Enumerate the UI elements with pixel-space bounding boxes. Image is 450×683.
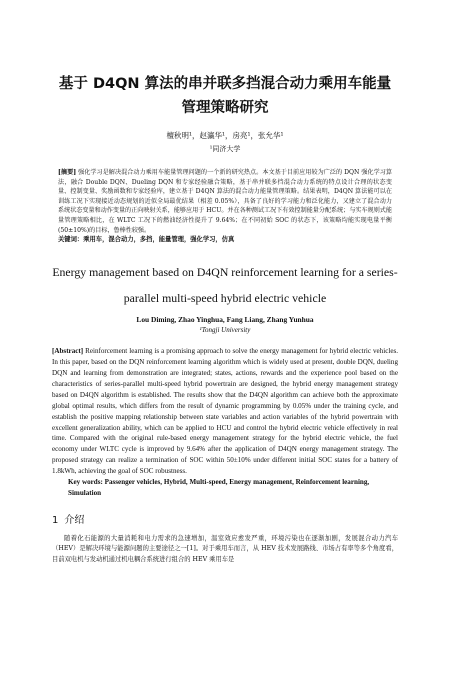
english-title: Energy management based on D4QN reinforcement learning for a series-parallel multi-speed hybrid electric vehicle	[52, 265, 398, 306]
english-keywords: Key words: Passenger vehicles, Hybrid, Multi-speed, Energy management, Reinforcement learning, Simulation	[68, 478, 370, 497]
section-title: 介绍	[64, 514, 85, 526]
english-authors: Lou Diming, Zhao Yinghua, Fang Liang, Zhang Yunhua	[136, 315, 314, 325]
section-heading	[52, 511, 398, 526]
section-number: 1	[52, 514, 59, 526]
chinese-keywords: 关键词：乘用车，混合动力，多挡，能量管理，强化学习，仿真	[58, 236, 235, 244]
english-abstract-text: Reinforcement learning is a promising approach to solve the energy management for hybrid electric vehicles. In this paper, based on the DQN reinforcement learning algorithm which is widely used at present, double DQN, dueling DQN and learning from demonstration are integrated; states, actions, rewards and the experience pool based on the characteristics of series-parallel multi-speed hybrid powertrain are designed, the hybrid energy management strategy based on D4QN algorithm is established. The results show that the D4QN algorithm can achieve both the approximate global optimal results, which differs from the result of dynamic programming by 0.05% under the training cycle, and establish the positive mapping relationship between state variables and action variables of the hybrid powertrain with excellent generalization ability, which can be applied to HCU and control the hybrid electric vehicle effectively in real time. Compared with the original rule-based energy management strategy for the hybrid electric vehicle, the fuel economy under WLTC cycle is improved by 9.64% after the application of D4QN energy management strategy. The proposed strategy can realize a termination of SOC within 50±10% under different initial SOC states for a battery of 1.8kWh, achieving the goal of SOC robustness.	[52, 347, 398, 476]
chinese-abstract-text: 强化学习是解决混合动力乘用车能量管理问题的一个新的研究热点。本文基于目前应用较为广泛的 DQN 强化学习算法，融合 Double DQN、Dueling DQN 和专家经验融合策略，基于串并联多挡混合动力系统的特点设计合理的状态变量、控制变量、奖励函数和专家经验库，建立基于 D4QN 算法的混合动力能量管理策略。结果表明，D4QN 算法能可以在训练工况下实现接近动态规划的近似全局最优结果（相差 0.05%），具备了良好的学习能力和泛化能力，又建立了混合动力系统状态变量和动作变量的正向映射关系，能够应用于 HCU。并在各种测试工况下有效控制能量分配系统；与实车规则式能量管理策略相比，在 WLTC 工况下的燃油经济性提升了 9.64%；在不同初始 SOC 的状态下，该策略均能实现电量平衡(50±10%)的目标，鲁棒性较强。	[58, 169, 392, 234]
introduction-paragraph: 随着化石能源的大量消耗和电力需求的急速增加，温室效应愈发严重，环境污染也在逐渐加剧，发展混合动力汽车（HEV）是解决环境与能源问题的主要途径之一[1]。对于乘用车而言，从 HEV 技术发展路线、市场占有率等多个角度看，目前双电机与发动机通过机电耦合系统进行组合的 HEV 乘用车是	[52, 534, 398, 563]
chinese-authors: 檀秋明¹，赵瀛华¹，房亮¹，张允华¹	[166, 131, 284, 140]
chinese-title: 基于 D4QN 算法的串并联多挡混合动力乘用车能量管理策略研究	[58, 76, 392, 116]
chinese-affiliation: ¹同济大学	[209, 145, 241, 153]
english-abstract-tag: [Abstract]	[52, 347, 84, 356]
chinese-abstract	[52, 168, 398, 235]
paper-page	[0, 72, 450, 683]
chinese-abstract-tag: [摘要]	[58, 169, 77, 176]
english-abstract	[52, 346, 398, 477]
english-affiliation: ¹Tongji University	[199, 326, 251, 335]
